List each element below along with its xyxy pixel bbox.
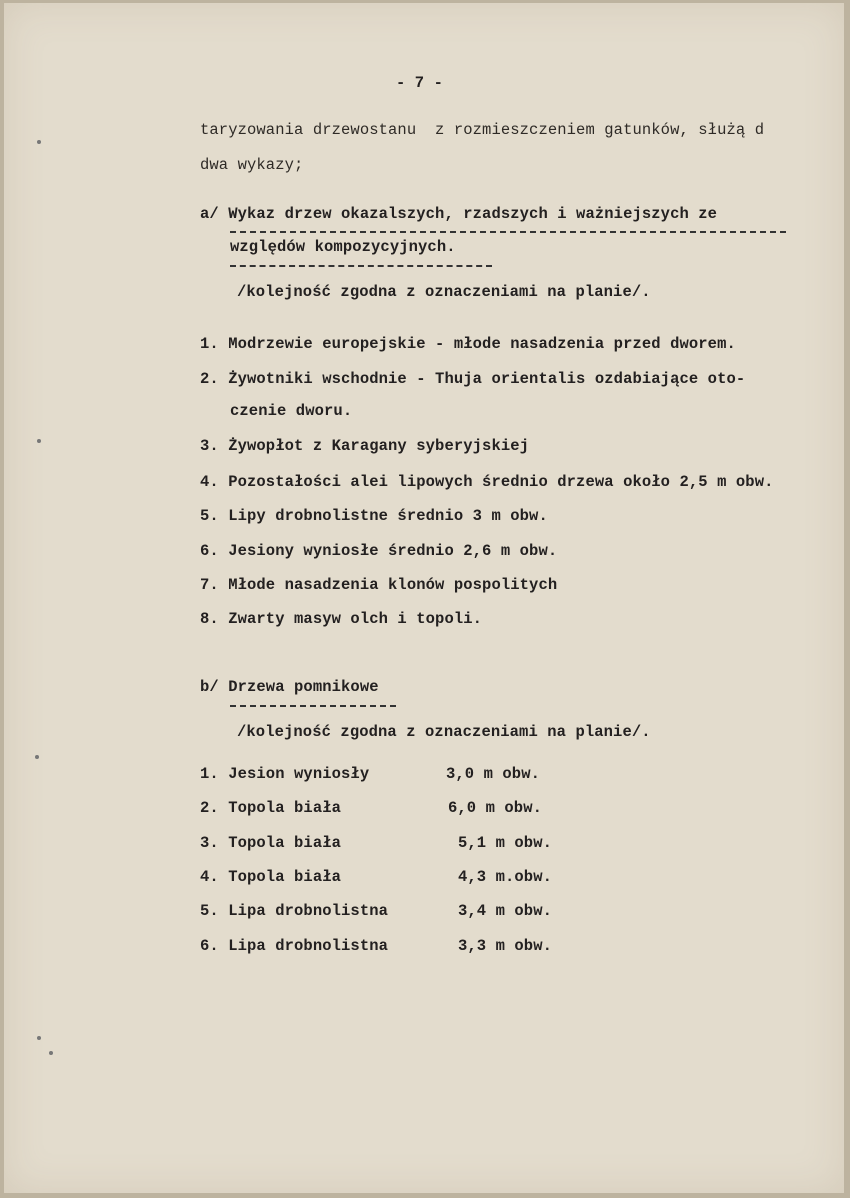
- tree-girth: 3,4 m obw.: [458, 902, 553, 920]
- intro-line-1: taryzowania drzewostanu z rozmieszczeniem gatunków, służą d: [200, 121, 765, 139]
- punch-hole: [49, 1051, 53, 1055]
- section-b-heading: b/ Drzewa pomnikowe: [200, 678, 379, 696]
- tree-girth: 3,0 m obw.: [446, 765, 541, 783]
- list-item: 3. Żywopłot z Karagany syberyjskiej: [200, 437, 530, 455]
- tree-name: 5. Lipa drobnolistna: [200, 902, 389, 920]
- tree-girth: 4,3 m.obw.: [458, 868, 553, 886]
- tree-name: 4. Topola biała: [200, 868, 342, 886]
- tree-name: 3. Topola biała: [200, 834, 342, 852]
- list-item: 5. Lipy drobnolistne średnio 3 m obw.: [200, 507, 548, 525]
- tree-name: 2. Topola biała: [200, 799, 342, 817]
- tree-girth: 3,3 m obw.: [458, 937, 553, 955]
- list-item: 1. Modrzewie europejskie - młode nasadzenia przed dworem.: [200, 335, 736, 353]
- page-number: - 7 -: [396, 74, 444, 92]
- section-b-note: /kolejność zgodna z oznaczeniami na planie/.: [237, 723, 651, 741]
- tree-name: 1. Jesion wyniosły: [200, 765, 370, 783]
- section-a-heading-line-1: a/ Wykaz drzew okazalszych, rzadszych i ważniejszych ze: [200, 205, 718, 223]
- punch-hole: [37, 140, 41, 144]
- tree-girth: 6,0 m obw.: [448, 799, 543, 817]
- punch-hole: [37, 1036, 41, 1040]
- list-item: 2. Żywotniki wschodnie - Thuja orientalis ozdabiające oto-: [200, 370, 746, 388]
- punch-hole: [35, 755, 39, 759]
- list-item: 4. Pozostałości alei lipowych średnio drzewa około 2,5 m obw.: [200, 473, 774, 491]
- document-page: [4, 3, 844, 1193]
- list-item: 8. Zwarty masyw olch i topoli.: [200, 610, 483, 628]
- intro-line-2: dwa wykazy;: [200, 156, 304, 174]
- section-a-heading-line-2: względów kompozycyjnych.: [230, 238, 456, 256]
- list-item: czenie dworu.: [230, 402, 353, 420]
- tree-girth: 5,1 m obw.: [458, 834, 553, 852]
- list-item: 7. Młode nasadzenia klonów pospolitych: [200, 576, 558, 594]
- punch-hole: [37, 439, 41, 443]
- list-item: 6. Jesiony wyniosłe średnio 2,6 m obw.: [200, 542, 558, 560]
- section-b-underline: [230, 705, 396, 707]
- section-a-underline-1: [230, 231, 786, 233]
- section-a-underline-2: [230, 265, 492, 267]
- section-a-note: /kolejność zgodna z oznaczeniami na planie/.: [237, 283, 651, 301]
- tree-name: 6. Lipa drobnolistna: [200, 937, 389, 955]
